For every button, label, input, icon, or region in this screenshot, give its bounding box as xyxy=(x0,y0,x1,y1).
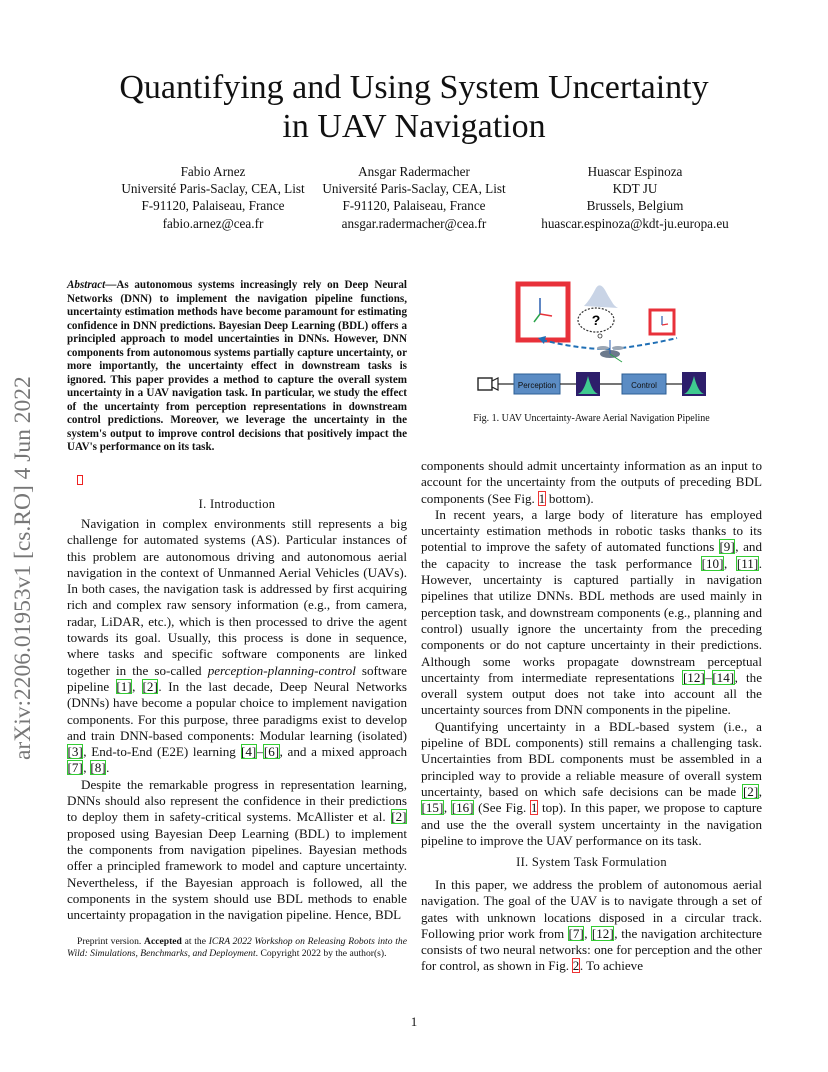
gate-frame-left xyxy=(518,284,568,340)
thought-cloud-icon xyxy=(578,308,614,338)
citation-link[interactable]: [9] xyxy=(719,539,735,555)
citation-link[interactable]: [14] xyxy=(712,669,735,685)
figure-caption: Fig. 1. UAV Uncertainty-Aware Aerial Navigation Pipeline xyxy=(473,413,710,424)
abstract-body: —As autonomous systems increasingly rely on Deep Neural Networks (DNN) to implement the navigation pipeline functions, uncertainty estimation methods have become paramount for estimating confidence in DNN predictions. Bayesian Deep Learning (BDL) offers a principled approach to model uncertainties in DNNs. However, DNN components from autonomous systems partially capture uncertainty, or more importantly, the uncertainty effect in downstream tasks is ignored. This paper provides a method to capture the overall system uncertainty in a UAV navigation task. In particular, we study the effect of the uncertainty from perception representations in downstream control predictions. Moreover, we leverage the uncertainty in the system's output to improve control decisions that positively impact the UAV's performance on its task. xyxy=(67,279,407,453)
footnote-link-marker[interactable] xyxy=(77,475,83,485)
citation-link[interactable]: [2] xyxy=(742,783,759,799)
camera-icon xyxy=(478,378,498,390)
svg-text:?: ? xyxy=(591,312,601,328)
uncertainty-distribution-shape xyxy=(584,285,618,308)
page-number: 1 xyxy=(410,1014,418,1029)
citation-link[interactable]: [12] xyxy=(591,925,614,941)
citation-link[interactable]: [12] xyxy=(682,669,705,685)
svg-text:Perception: Perception xyxy=(517,381,557,390)
paragraph: In recent years, a large body of literature has employed uncertainty estimation methods in robotic tasks thanks to its potential to improve the safety of automated functions [9], and the capacity to increase the task performance [10], [11]. However, uncertainty is captured partially in navigation pipelines that utilize DNNs. BDL methods are used mainly in perception task, and downstream components (e.g., planning and control) usually ignore the uncertainty from the preceding components or do not capture uncertainty in their predictions. Although some works propagate downstream perceptual uncertainty from intermediate representations [12]–[14], the overall system output does not take into account all the uncertainty sources from DNN components in the pipeline. xyxy=(421,506,763,718)
abstract xyxy=(67,279,407,455)
control-uncertainty-distribution xyxy=(682,372,706,396)
citation-link[interactable]: [11] xyxy=(736,555,759,571)
citation-link[interactable]: [16] xyxy=(451,800,474,816)
figure-pipeline-diagram xyxy=(472,278,722,408)
paragraph: In this paper, we address the problem of autonomous aerial navigation. The goal of the UAV is to navigate through a set of gates with unknown locations disposed in a circular track. Following prior work from [7], [12], the navigation architecture consists of two neural networks: one for perception and the other for control, as shown in Fig. 2. To achieve xyxy=(421,877,762,974)
figure-ref-link[interactable]: 2 xyxy=(572,958,580,974)
author-affiliation: KDT JU xyxy=(612,181,658,197)
author-address: F-91120, Palaiseau, France xyxy=(141,198,285,214)
citation-link[interactable]: [2] xyxy=(391,809,407,825)
arxiv-identifier[interactable]: arXiv:2206.01953v1 [cs.RO] 4 Jun 2022 xyxy=(10,376,36,760)
citation-link[interactable]: [7] xyxy=(67,760,83,776)
author-name: Fabio Arnez xyxy=(180,164,246,179)
author-block-3 xyxy=(520,163,750,232)
citation-link[interactable]: [6] xyxy=(263,744,280,760)
author-block-2 xyxy=(300,163,528,232)
drone-icon xyxy=(597,340,624,362)
author-affiliation: Université Paris-Saclay, CEA, List xyxy=(322,181,506,197)
citation-link[interactable]: [4] xyxy=(241,744,257,760)
left-column xyxy=(67,516,407,923)
author-address: Brussels, Belgium xyxy=(586,198,684,214)
author-address: F-91120, Palaiseau, France xyxy=(342,198,486,214)
citation-link[interactable]: [15] xyxy=(421,800,444,816)
citation-link[interactable]: [8] xyxy=(90,760,106,776)
citation-link[interactable]: [3] xyxy=(67,744,83,760)
right-column xyxy=(421,458,762,849)
author-name: Ansgar Radermacher xyxy=(358,164,470,179)
paper-title: Quantifying and Using System Uncertainty in UAV Navigation xyxy=(119,69,709,145)
figure-ref-link[interactable]: 1 xyxy=(538,490,546,506)
author-name: Huascar Espinoza xyxy=(587,164,683,179)
citation-link[interactable]: [10] xyxy=(701,555,724,571)
paragraph: components should admit uncertainty information as an input to account for the uncertainty from the outputs of preceding BDL components (See Fig. 1 bottom). xyxy=(421,458,762,506)
svg-text:Control: Control xyxy=(631,381,657,390)
paragraph: Despite the remarkable progress in representation learning, DNNs should also represent the confidence in their predictions to deploy them in safety-critical systems. McAllister et al. [2] proposed using Bayesian Deep Learning (BDL) to implement the components from navigation pipelines. Bayesian methods offer a principled framework to model and capture uncertainty. Nevertheless, if the Bayesian approach is followed, all the components in the system should use BDL methods to enable uncertainty propagation in the navigation pipeline. Hence, BDL xyxy=(67,776,407,923)
author-affiliation: Université Paris-Saclay, CEA, List xyxy=(121,181,305,197)
paragraph: Quantifying uncertainty in a BDL-based system (i.e., a pipeline of BDL components) still remains a challenging task. Uncertainties from BDL components must be assembled in a principled way to provide a reliable measure of overall system uncertainty, based on which safe decisions can be made [2], [15], [16] (See Fig. 1 top). In this paper, we propose to capture and use the the overall system uncertainty in the navigation pipeline to improve the UAV performance on its task. xyxy=(421,718,763,848)
citation-link[interactable]: [7] xyxy=(568,925,584,941)
author-email[interactable]: huascar.espinoza@kdt-ju.europa.eu xyxy=(541,215,729,231)
paragraph: Navigation in complex environments still represents a big challenge for automated systems (AS). Particular instances of this problem are autonomous driving and autonomous aerial navigation in the context of Unmanned Aerial Vehicles (UAVs). In both cases, the navigation task is addressed by first acquiring rich and complex raw sensory information (e.g., from camera, radar, LiDAR, etc.), which is then processed to drive the agent towards its goal. Usually, this process is done in sequence, where tasks and specific software components are linked together in the so-called perception-planning-control software pipeline [1], [2]. In the last decade, Deep Neural Networks (DNNs) have become a popular choice to implement navigation components. For this purpose, three paradigms exist to develop and train DNN-based components: Modular learning (isolated) [3], End-to-End (E2E) learning [4]–[6], and a mixed approach [7], [8]. xyxy=(67,516,407,776)
section-heading-introduction: I. Introduction xyxy=(198,497,276,511)
footnote: Preprint version. Accepted at the ICRA 2022 Workshop on Releasing Robots into the Wild: Simulations, Benchmarks, and Deployment. Copyright 2022 by the author(s). xyxy=(67,936,407,960)
abstract-heading: Abstract xyxy=(67,279,106,291)
perception-uncertainty-distribution xyxy=(576,372,600,396)
author-email[interactable]: ansgar.radermacher@cea.fr xyxy=(341,215,487,231)
author-email[interactable]: fabio.arnez@cea.fr xyxy=(162,215,264,231)
citation-link[interactable]: [1] xyxy=(116,678,132,694)
figure-ref-link[interactable]: 1 xyxy=(530,800,538,816)
citation-link[interactable]: [2] xyxy=(142,678,158,694)
right-column-section2 xyxy=(421,877,762,975)
section-heading-system-task: II. System Task Formulation xyxy=(516,855,667,869)
